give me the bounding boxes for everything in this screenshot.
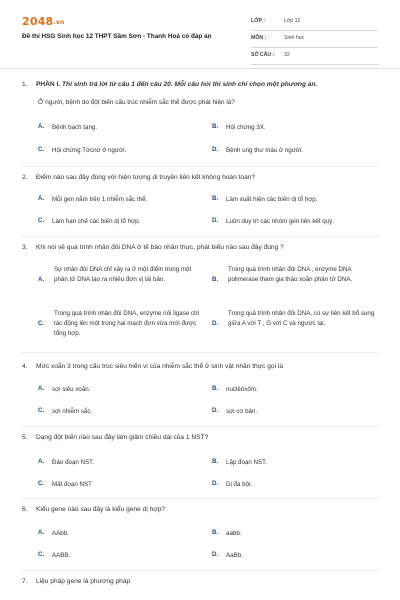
- question-divider: [22, 498, 380, 499]
- option-letter: C.: [38, 320, 45, 327]
- option-letter: A.: [38, 385, 45, 392]
- question-number: 5.: [22, 434, 28, 441]
- option-letter: D.: [212, 146, 219, 153]
- question-number: 1.: [22, 81, 28, 88]
- question-text: Kiểu gene nào sau đây là kiểu gene dị hợp?: [36, 506, 165, 513]
- meta-key: SỐ CÂU :: [251, 52, 275, 58]
- option-text: sợi nhiễm sắc.: [52, 408, 93, 415]
- logo-main: 2048: [22, 15, 54, 28]
- option-letter: C.: [38, 480, 45, 487]
- option-letter: B.: [212, 123, 219, 130]
- question-number: 7.: [22, 578, 28, 585]
- option-text: Hội chứng Tớcnơ ở người.: [52, 147, 127, 154]
- option-text: Dị đa bội.: [226, 481, 253, 488]
- section-instruction: Thí sinh trả lời từ câu 1 đến câu 20. Mỗi câu hỏi thí sinh chỉ chọn một phương án.: [62, 81, 318, 88]
- exam-title: Đề thi HSG Sinh học 12 THPT Sầm Sơn - Thanh Hoá có đáp án: [22, 33, 212, 40]
- question-divider: [22, 426, 380, 427]
- option-text: Đảo đoạn NST.: [52, 459, 94, 466]
- option-letter: B.: [212, 195, 219, 202]
- question-text: Khi nói về quá trình nhân đôi DNA ở tế bào nhân thực, phát biểu nào sau đây đúng ?: [36, 244, 284, 251]
- site-logo[interactable]: [22, 15, 64, 28]
- option-text: Mỗi gen nằm trên 1 nhiễm sắc thể.: [52, 196, 148, 203]
- meta-value: Lớp 12: [284, 18, 301, 24]
- option-letter: C.: [38, 551, 45, 558]
- question-instruction: [36, 81, 378, 90]
- option-text: AABB.: [52, 552, 71, 559]
- option-letter: C.: [38, 217, 45, 224]
- meta-key: MÔN :: [251, 35, 267, 41]
- option-letter: A.: [38, 276, 45, 283]
- header-divider: [0, 68, 400, 69]
- option-text: Trong quá trình nhân đôi DNA, có sự liên kết bổ sung giữa A với T , G với C và ngược lại.: [228, 310, 375, 327]
- option-letter: C.: [38, 146, 45, 153]
- option-text: nuclêôxôm.: [226, 386, 258, 393]
- option-text: sợi siêu xoắn.: [52, 386, 91, 393]
- exam-meta-table: [251, 14, 378, 65]
- question-number: 6.: [22, 506, 28, 513]
- question-text: Mức xoắn 3 trong cấu trúc siêu hiển vi của nhiễm sắc thể ở sinh vật nhân thực gọi là: [36, 363, 283, 370]
- question-text: Điểm nào sau đây đúng với hiện tượng di truyền liên kết không hoàn toàn?: [36, 174, 256, 181]
- meta-row-count: [251, 48, 378, 65]
- option-text: Sự nhân đôi DNA chỉ xảy ra ở một điểm trong một phân tử DNA tạo ra nhiều đơn vị tái bản.: [54, 266, 192, 283]
- question-divider: [22, 352, 380, 353]
- meta-key: LỚP :: [251, 18, 266, 24]
- option-letter: D.: [212, 407, 219, 414]
- meta-value: 32: [284, 52, 290, 58]
- question-number: 3.: [22, 244, 28, 251]
- option-letter: A.: [38, 529, 45, 536]
- option-letter: D.: [212, 551, 219, 558]
- option-text: sợi cơ bản.: [226, 408, 258, 415]
- option-letter: B.: [212, 529, 219, 536]
- option-letter: C.: [38, 407, 45, 414]
- question-number: 4.: [22, 363, 28, 370]
- option-letter: D.: [212, 320, 219, 327]
- option-letter: A.: [38, 195, 45, 202]
- option-letter: A.: [38, 123, 45, 130]
- meta-row-subject: [251, 31, 378, 48]
- option-letter: D.: [212, 217, 219, 224]
- option-text: Lặp đoạn NST.: [226, 459, 267, 466]
- question-number: 2.: [22, 174, 28, 181]
- meta-row-class: [251, 14, 378, 31]
- option-letter: B.: [212, 385, 219, 392]
- option-text: Làm xuất hiện các biến dị tổ hợp.: [226, 196, 318, 203]
- meta-value: Sinh học: [284, 35, 305, 41]
- option-text: Làm hạn chế các biến dị tổ hợp.: [52, 218, 141, 225]
- question-divider: [22, 236, 380, 237]
- option-text: AAbb.: [52, 530, 69, 537]
- section-label: PHẦN I.: [36, 81, 61, 88]
- exam-header: [0, 0, 400, 64]
- option-text: Mất đoạn NST: [52, 481, 92, 488]
- question-text: Dạng đột biến nào sau đây làm giảm chiều dài của 1 NST?: [36, 434, 209, 441]
- question-text: Liệu pháp gene là phương pháp: [36, 578, 131, 585]
- option-text: Bệnh ung thư máu ở người.: [226, 147, 303, 154]
- question-text: Ở người, bệnh do đột biến cấu trúc nhiễm sắc thể được phát hiện là?: [38, 99, 235, 106]
- option-text: Trong quá trình nhân đôi DNA, enzyme nối ligase chỉ tác động lên một trong hai mạch đơn vừa mới được tổng hợp.: [54, 310, 199, 337]
- option-text: Bệnh bạch tạng.: [52, 124, 98, 131]
- option-text: aabb.: [226, 530, 242, 537]
- option-text: Luôn duy trì các nhóm gen liên kết quý.: [226, 218, 335, 225]
- option-text: AaBb.: [226, 552, 243, 559]
- logo-suffix: .vn: [53, 19, 65, 26]
- option-letter: D.: [212, 480, 219, 487]
- option-letter: A.: [38, 458, 45, 465]
- option-letter: B.: [212, 458, 219, 465]
- question-divider: [22, 570, 380, 571]
- question-divider: [22, 166, 380, 167]
- option-letter: B.: [212, 276, 219, 283]
- option-text: Trong quá trình nhân đôi DNA , enzyme DNA polimerase tham gia tháo xoắn phân tử DNA.: [228, 266, 353, 283]
- option-text: Hội chứng 3X.: [226, 124, 266, 131]
